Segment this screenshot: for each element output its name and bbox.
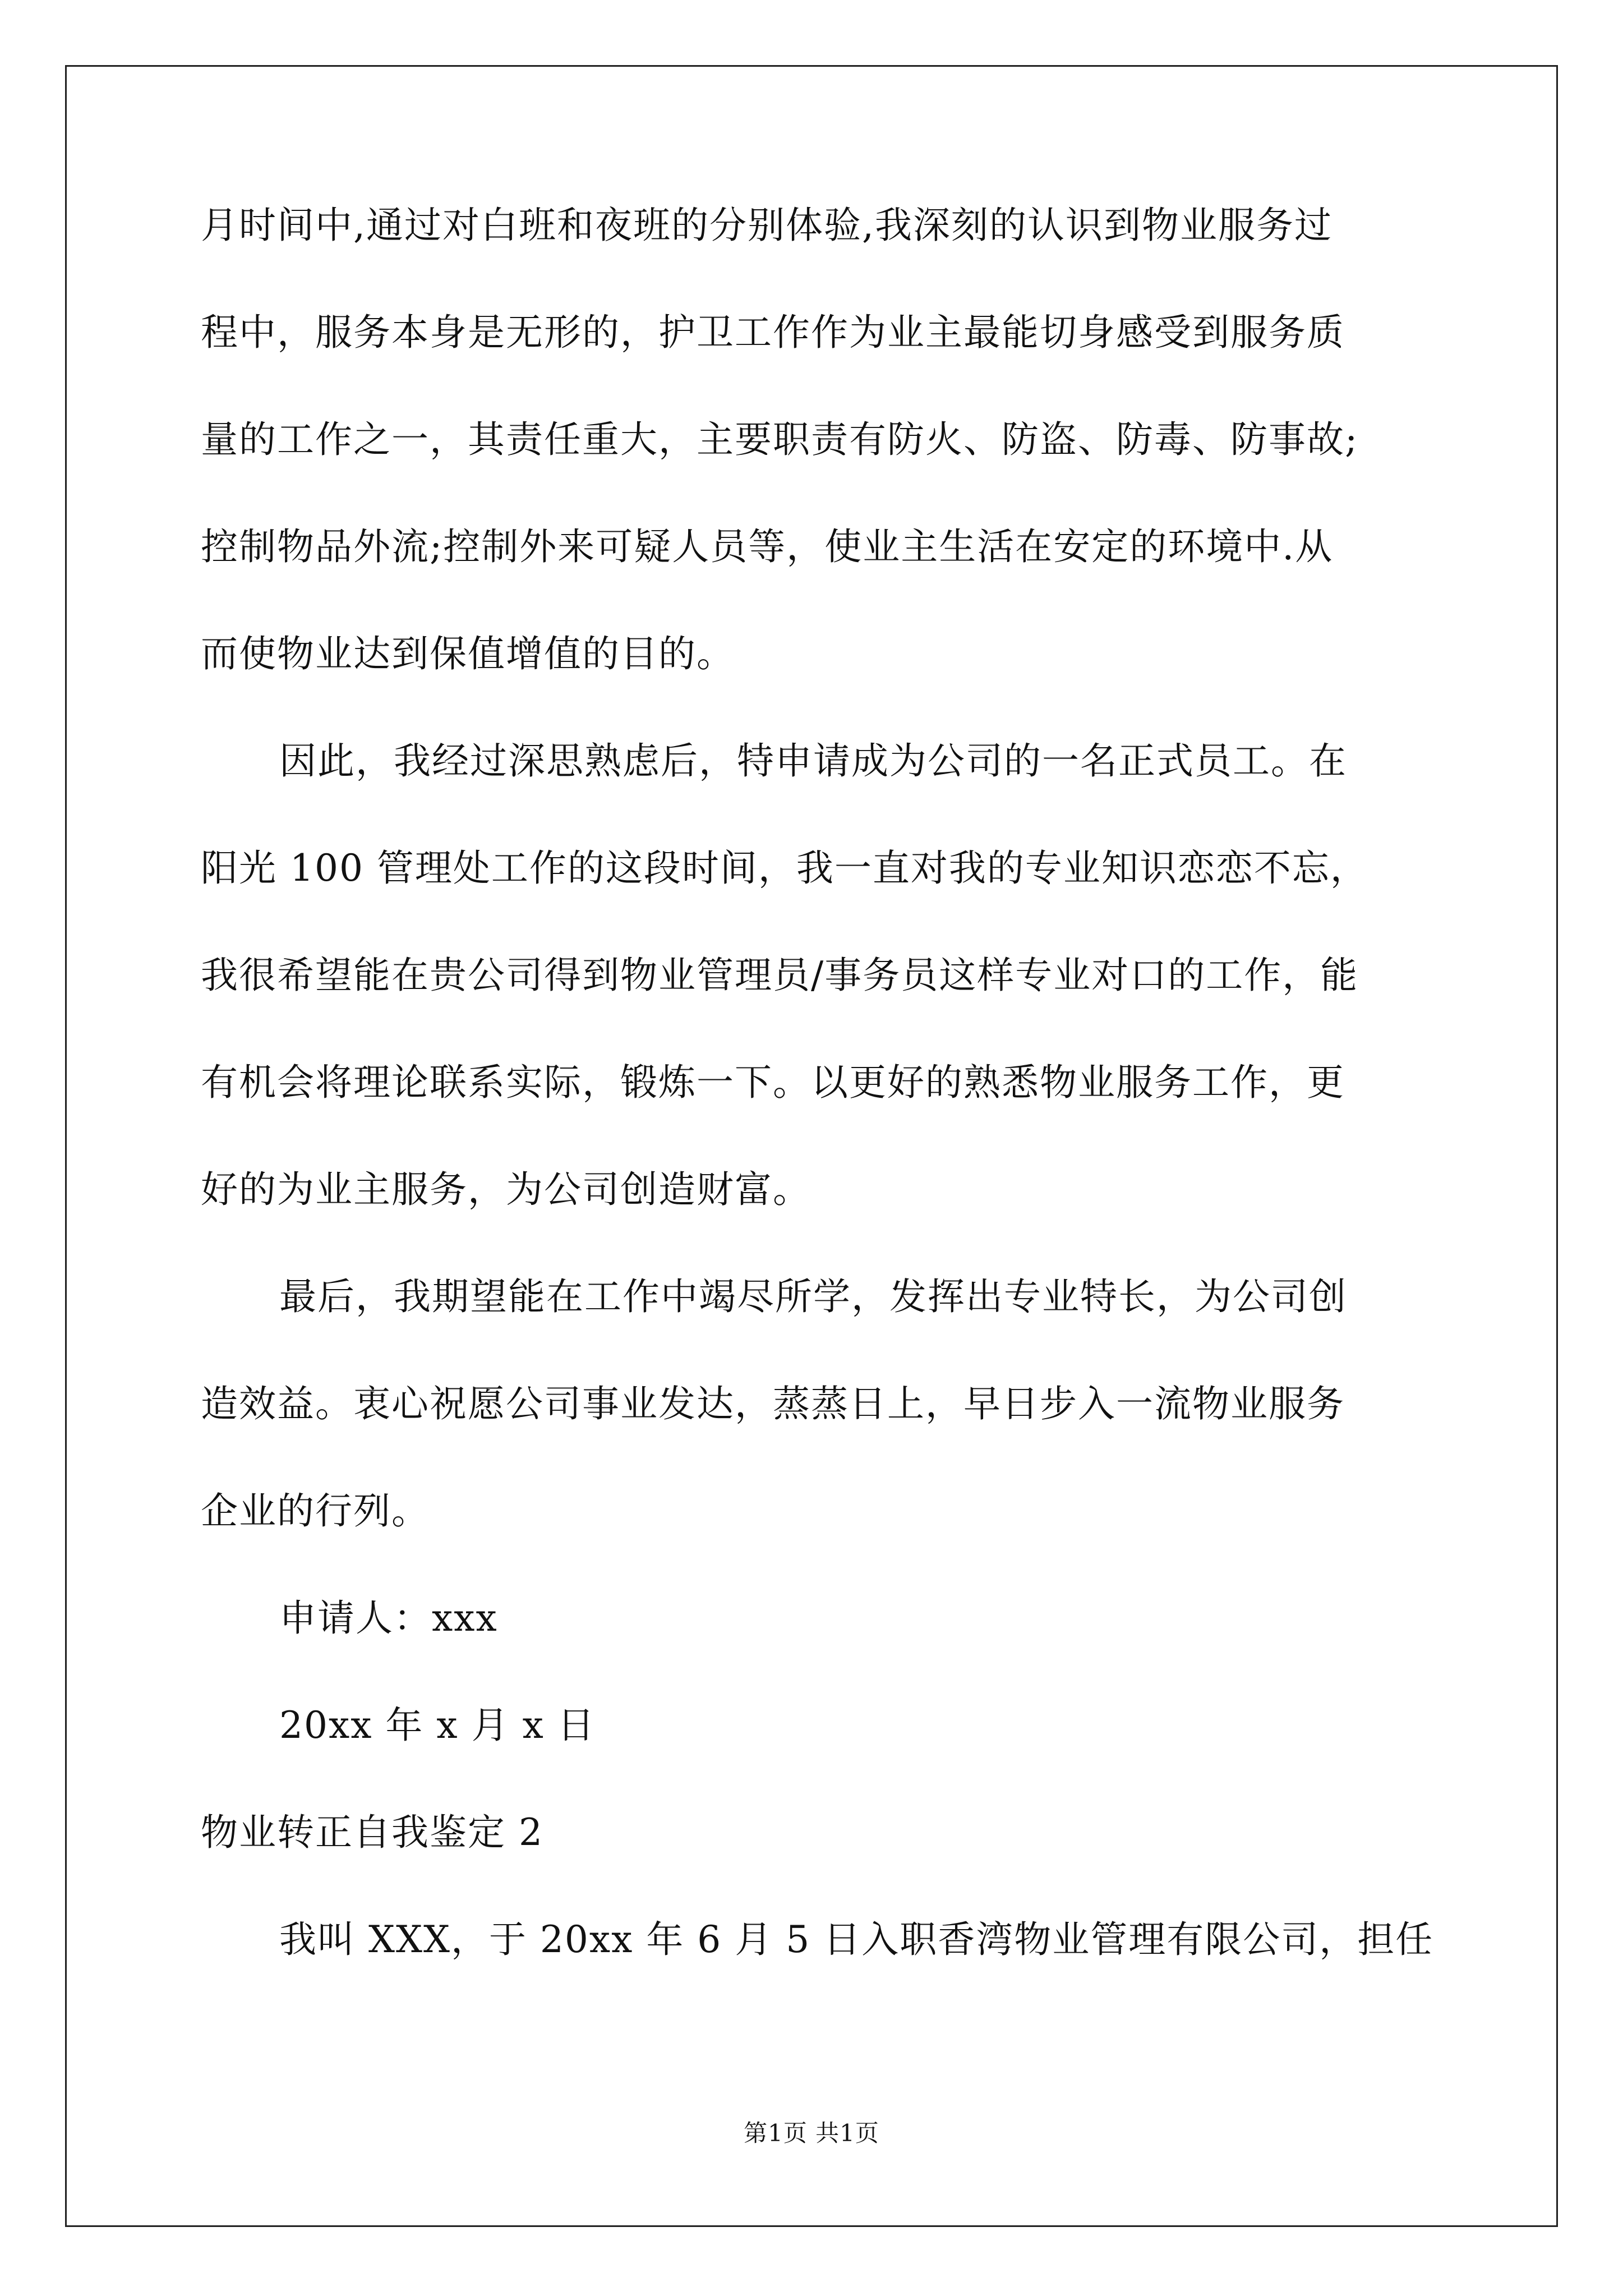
text-line: 我很希望能在贵公司得到物业管理员/事务员这样专业对口的工作，能 [201,954,1359,997]
applicant-line: 申请人：xxx [279,1596,498,1640]
date-line: 20xx 年 x 月 x 日 [279,1704,596,1747]
text-line: 阳光 100 管理处工作的这段时间，我一直对我的专业知识恋恋不忘， [201,846,1368,890]
text-line: 而使物业达到保值增值的目的。 [201,632,735,675]
page-border [65,65,1558,2227]
text-line: 企业的行列。 [201,1489,430,1533]
text-line: 有机会将理论联系实际，锻炼一下。以更好的熟悉物业服务工作，更 [201,1061,1345,1104]
page-footer: 第1页 共1页 [744,2119,879,2147]
text-line: 造效益。衷心祝愿公司事业发达，蒸蒸日上，早日步入一流物业服务 [201,1382,1345,1425]
text-line: 月时间中,通过对白班和夜班的分别体验,我深刻的认识到物业服务过 [201,204,1332,247]
text-line: 控制物品外流;控制外来可疑人员等，使业主生活在安定的环境中.从 [201,525,1334,568]
text-line: 好的为业主服务，为公司创造财富。 [201,1168,811,1211]
paragraph-start-line: 最后，我期望能在工作中竭尽所学，发挥出专业特长，为公司创 [279,1275,1347,1318]
paragraph-start-line: 因此，我经过深思熟虑后，特申请成为公司的一名正式员工。在 [279,739,1347,783]
section-heading: 物业转正自我鉴定 2 [201,1811,543,1854]
text-line: 量的工作之一，其责任重大，主要职责有防火、防盗、防毒、防事故; [201,418,1359,461]
paragraph-start-line: 我叫 XXX，于 20xx 年 6 月 5 日入职香湾物业管理有限公司，担任 [279,1918,1434,1961]
text-line: 程中，服务本身是无形的，护卫工作作为业主最能切身感受到服务质 [201,311,1345,354]
